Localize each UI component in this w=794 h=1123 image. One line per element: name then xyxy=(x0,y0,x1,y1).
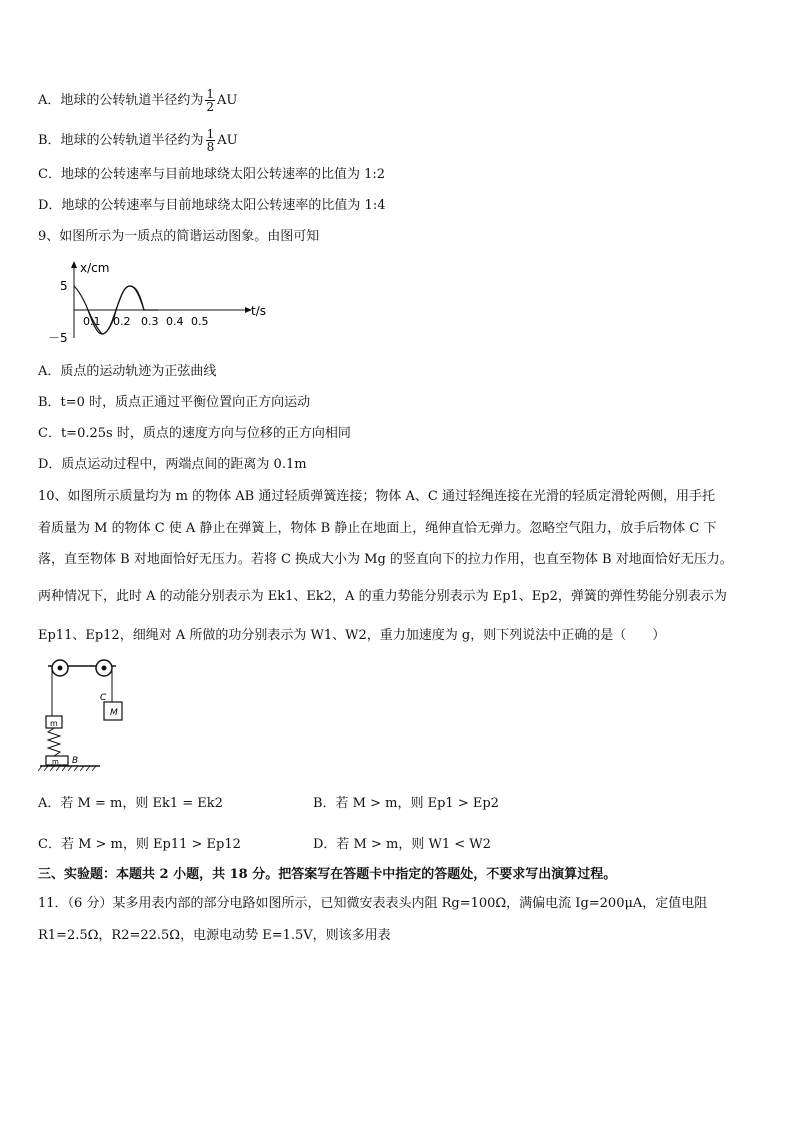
x-tick: 0.3 xyxy=(141,315,159,328)
q9-option-c: C．t=0.25s 时，质点的速度方向与位移的正方向相同 xyxy=(38,426,351,441)
q8-option-c: C．地球的公转速率与目前地球绕太阳公转速率的比值为 1:2 xyxy=(38,167,386,182)
q10-line-5: Ep11、Ep12，细绳对 A 所做的功分别表示为 W1、W2，重力加速度为 g，则下列说法中正确的是（ ） xyxy=(38,628,666,643)
y-axis-arrow xyxy=(71,261,77,268)
fraction: $\frac{1}{2}$ xyxy=(206,87,215,114)
q10-line-1: 10、如图所示质量均为 m 的物体 AB 通过轻质弹簧连接；物体 A、C 通过轻绳连接在光滑的轻质定滑轮两侧，用手托 xyxy=(38,489,715,504)
q9-option-a: A．质点的运动轨迹为正弦曲线 xyxy=(38,364,217,379)
block-b-label: B xyxy=(72,756,79,766)
q8-option-a-text: A．地球的公转轨道半径约为 xyxy=(38,93,204,108)
spring xyxy=(48,728,60,756)
q10-line-3: 落，直至物体 B 对地面恰好无压力。若将 C 换成大小为 Mg 的竖直向下的拉力作用，也直至物体 B 对地面恰好无压力。 xyxy=(38,552,733,567)
q8-option-b-text: B．地球的公转轨道半径约为 xyxy=(38,133,204,148)
q11-line-2: R1=2.5Ω，R2=22.5Ω，电源电动势 E=1.5V，则该多用表 xyxy=(38,928,391,943)
q10-option-c: C．若 M > m，则 Ep11 > Ep12 xyxy=(38,837,241,852)
q10-option-d: D．若 M > m，则 W1 < W2 xyxy=(313,837,491,852)
q10-line-4: 两种情况下，此时 A 的动能分别表示为 Ek1、Ek2，A 的重力势能分别表示为 Ep1、Ep2，弹簧的弹性势能分别表示为 xyxy=(38,589,727,604)
q10-option-a: A．若 M = m，则 Ek1 = Ek2 xyxy=(38,796,223,811)
block-c-mass-label: M xyxy=(110,708,118,718)
q8-option-a: A．地球的公转轨道半径约为 $\frac{1}{2}$ AU xyxy=(38,87,238,114)
section-3-heading: 三、实验题：本题共 2 小题，共 18 分。把答案写在答题卡中指定的答题处，不要求写出演算过程。 xyxy=(38,867,617,882)
q10-option-b: B．若 M > m，则 Ep1 > Ep2 xyxy=(313,796,499,811)
q9-option-b: B．t=0 时，质点正通过平衡位置向正方向运动 xyxy=(38,395,311,410)
block-a-label: m xyxy=(50,719,58,728)
pulley-figure xyxy=(38,656,138,776)
q8-option-b: B．地球的公转轨道半径约为 $\frac{1}{8}$ AU xyxy=(38,127,238,154)
q9-stem: 9、如图所示为一质点的简谐运动图象。由图可知 xyxy=(38,229,320,244)
x-tick: 0.4 xyxy=(166,315,184,328)
x-tick: 0.5 xyxy=(191,315,209,328)
x-axis-label: t/s xyxy=(251,304,266,318)
block-c-label: C xyxy=(100,693,107,703)
y-axis-label: x/cm xyxy=(80,261,110,275)
q11-line-1: 11．（6 分）某多用表内部的部分电路如图所示，已知微安表表头内阻 Rg=100Ω，满偏电流 Ig=200μA，定值电阻 xyxy=(38,896,708,911)
block-b-mass-label: m xyxy=(52,758,59,766)
q9-option-d: D．质点运动过程中，两端点间的距离为 0.1m xyxy=(38,457,307,472)
shm-graph xyxy=(38,258,278,350)
x-tick: 0.2 xyxy=(113,315,131,328)
q10-line-2: 着质量为 M 的物体 C 使 A 静止在弹簧上，物体 B 静止在地面上，绳伸直恰无弹力。忽略空气阻力，放手后物体 C 下 xyxy=(38,521,717,536)
y-tick-top: 5 xyxy=(60,279,68,293)
fraction: $\frac{1}{8}$ xyxy=(206,127,215,154)
q8-option-d: D．地球的公转速率与目前地球绕太阳公转速率的比值为 1:4 xyxy=(38,198,386,213)
x-tick: 0.1 xyxy=(83,315,101,328)
y-tick-bottom: －5 xyxy=(48,331,68,345)
